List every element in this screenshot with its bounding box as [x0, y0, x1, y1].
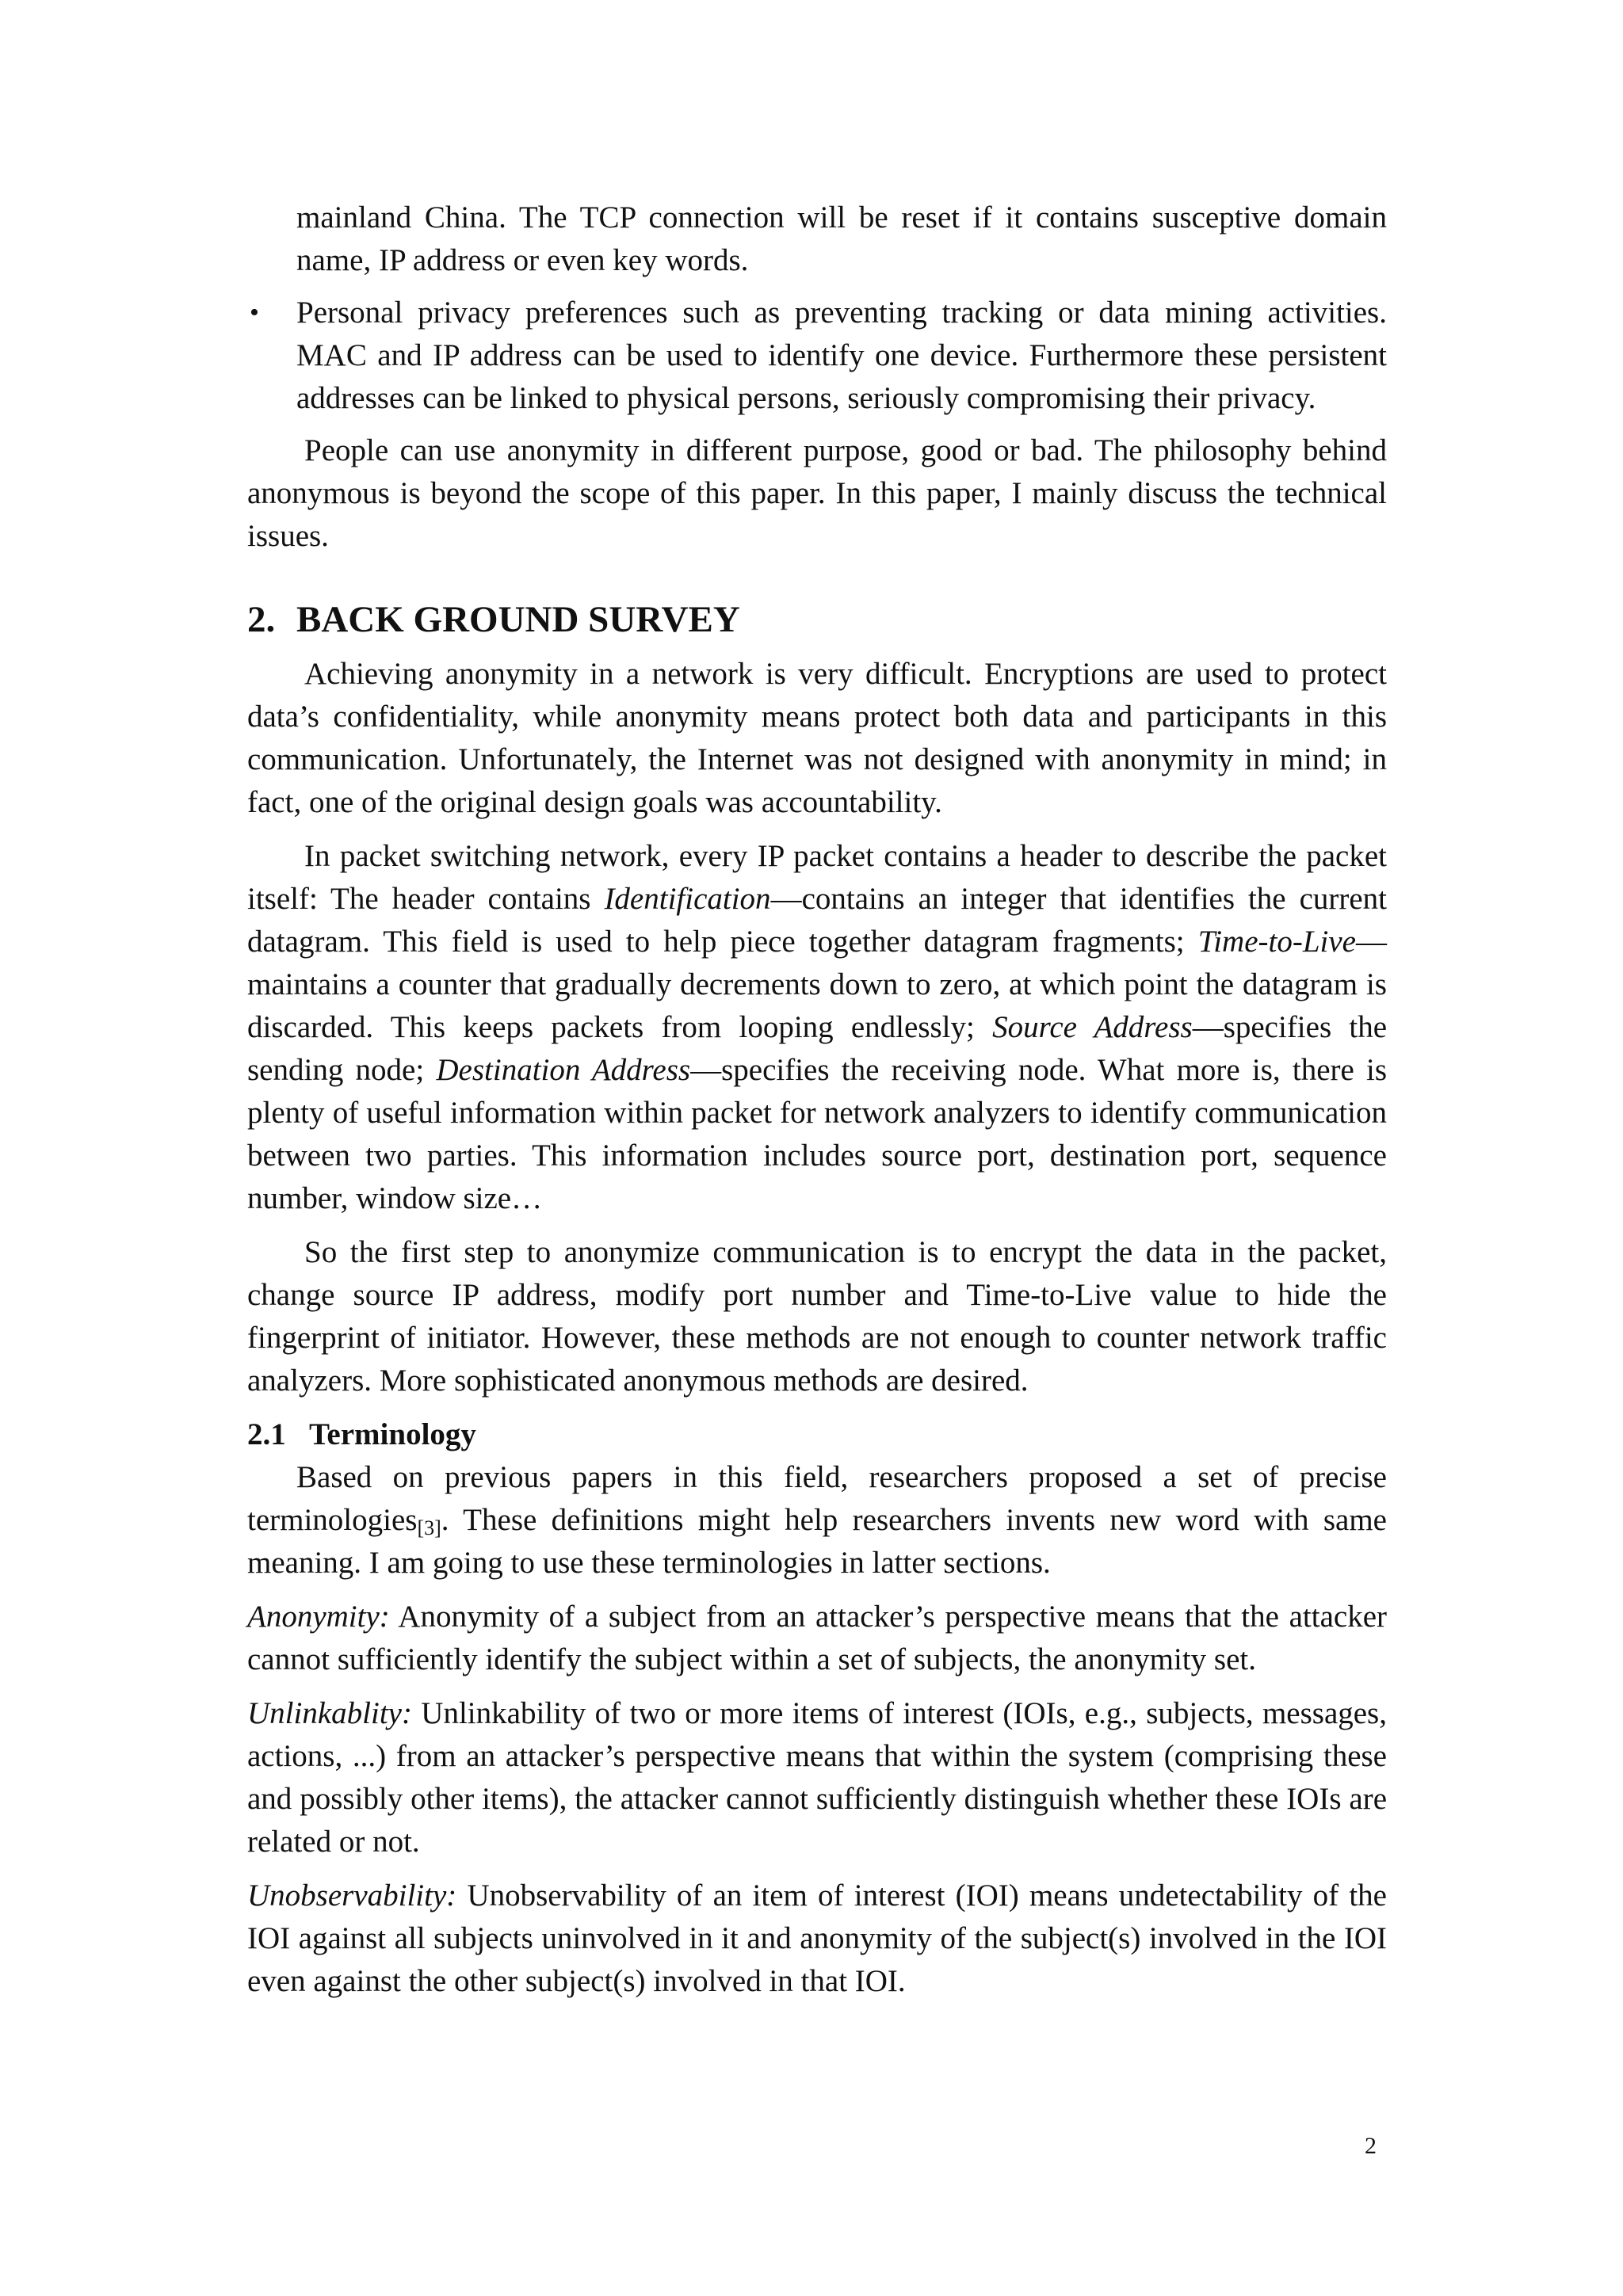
bullet-list: [247, 292, 1387, 420]
subsection-title: Terminology: [309, 1417, 476, 1451]
paper-page: [247, 196, 1387, 2003]
bullet-icon: •: [250, 298, 259, 327]
intro-closing-paragraph: People can use anonymity in different purpose, good or bad. The philosophy behind anonymous is beyond the scope of this paper. In this paper, I mainly discuss the technical issues.: [247, 433, 1387, 553]
bullet-item-text: Personal privacy preferences such as preventing tracking or data mining activities. MAC and IP address can be used to identify one device. Furthermore these persistent addresses can be linked to physical persons, seriously compromising their privacy.: [296, 296, 1387, 415]
subsection-number: 2.1: [247, 1417, 286, 1451]
definition-text: Unobservability of an item of interest (IOI) means undetectability of the IOI against all subjects uninvolved in it and anonymity of the subject(s) involved in the IOI even against the other subject(s) involved in that IOI.: [247, 1878, 1387, 1998]
definition-term: Unobservability:: [247, 1878, 457, 1913]
section-title: BACK GROUND SURVEY: [296, 599, 740, 640]
term-time-to-live: Time-to-Live: [1197, 925, 1356, 959]
p2-text-a: In packet switching network, every IP packet contains a header to describe the packet itself: The header contains: [247, 839, 1387, 916]
definition-term: Anonymity:: [247, 1600, 390, 1634]
bullet-item-privacy: [247, 292, 1387, 420]
p2-text-b: —contains an integer that identifies the current datagram. This field is used to help piece together datagram fragments;: [247, 882, 1387, 959]
p2-text-d: —specifies the sending node;: [247, 1010, 1387, 1087]
section-heading: [247, 596, 1387, 643]
term-destination-address: Destination Address: [436, 1053, 691, 1087]
section-paragraph-1: Achieving anonymity in a network is very difficult. Encryptions are used to protect data’s confidentiality, while anonymity means protect both data and participants in this communication. Unfortunately, the Internet was not designed with anonymity in mind; in fact, one of the original design goals was accountability.: [247, 657, 1387, 819]
p2-text-e: —specifies the receiving node. What more is, there is plenty of useful information within packet for network analyzers to identify communication between two parties. This information includes source port, destination port, sequence number, window size…: [247, 1053, 1388, 1215]
subsection-heading: [247, 1413, 1387, 1456]
citation-ref: [3]: [417, 1516, 441, 1539]
term-source-address: Source Address: [992, 1010, 1193, 1044]
definition-anonymity: [247, 1596, 1387, 1681]
definition-term: Unlinkablity:: [247, 1696, 412, 1730]
terminology-intro-paragraph: [247, 1456, 1387, 1585]
page-number: 2: [1365, 2133, 1377, 2159]
continued-bullet-text: mainland China. The TCP connection will be reset if it contains susceptive domain name, IP address or even key words.: [296, 200, 1387, 277]
terminology-intro-text-a: Based on previous papers in this field, researchers proposed a set of precise terminologies: [247, 1460, 1387, 1537]
section-number: 2.: [247, 599, 276, 640]
terminology-intro-text-b: . These definitions might help researchers invents new word with same meaning. I am going to use these terminologies in latter sections.: [247, 1503, 1387, 1580]
definition-unobservability: [247, 1875, 1387, 2003]
section-paragraph-2: [247, 835, 1387, 1220]
definition-text: Unlinkability of two or more items of interest (IOIs, e.g., subjects, messages, actions, ...) from an attacker’s perspective means that within the system (comprising these and possibly other items), the attacker cannot sufficiently distinguish whether these IOIs are related or not.: [247, 1696, 1387, 1859]
p2-text-c: —maintains a counter that gradually decrements down to zero, at which point the datagram is discarded. This keeps packets from looping endlessly;: [247, 925, 1387, 1044]
section-paragraph-3: So the first step to anonymize communication is to encrypt the data in the packet, change source IP address, modify port number and Time-to-Live value to hide the fingerprint of initiator. However, these methods are not enough to counter network traffic analyzers. More sophisticated anonymous methods are desired.: [247, 1235, 1387, 1398]
definition-text: Anonymity of a subject from an attacker’s perspective means that the attacker cannot sufficiently identify the subject within a set of subjects, the anonymity set.: [247, 1600, 1387, 1676]
term-identification: Identification: [604, 882, 771, 916]
definition-unlinkability: [247, 1692, 1387, 1863]
